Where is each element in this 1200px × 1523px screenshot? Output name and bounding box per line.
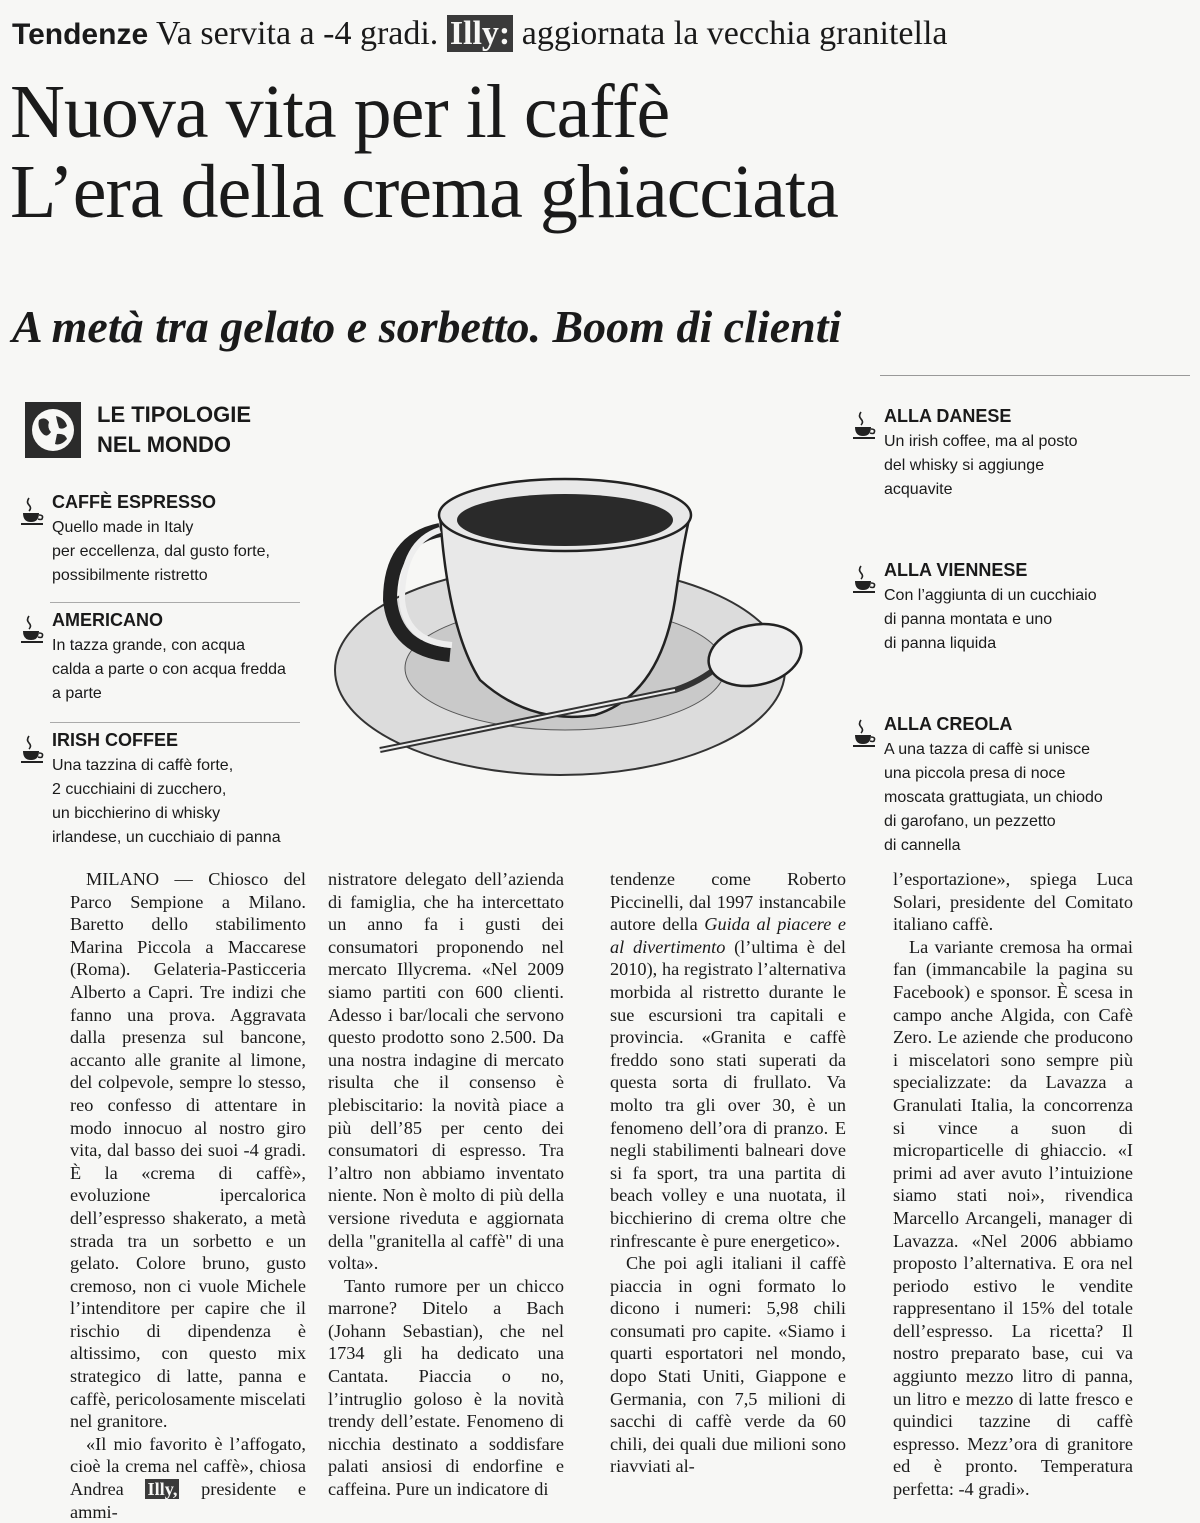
- article-paragraph: Che poi agli italiani il caffè piaccia in ogni formato lo dicono i numeri: 5,98 chili consumati pro capite. «Siamo i quarti esportatori nel mondo, dopo Stati Uniti, Giappone e Germania, con 7,5 milioni di sacchi di caffè verde da 60 chili, dei quali due milioni sono riavviati al-: [610, 1253, 846, 1477]
- tip-line: di cannella: [884, 837, 961, 854]
- tip-line: In tazza grande, con acqua: [52, 637, 246, 654]
- tip-title: IRISH COFFEE: [52, 730, 179, 750]
- tip-line: moscata grattugiata, un chiodo: [884, 789, 1103, 806]
- text-run: «Il mio favorito è l’affogato, cioè la crema nel caffè», chiosa Andrea: [70, 1433, 306, 1500]
- article-column-3: [610, 868, 846, 1478]
- box-title-line1: LE TIPOLOGIE: [97, 402, 252, 427]
- kicker-text-before: Va servita a -4 gradi.: [148, 15, 447, 52]
- article-paragraph: l’esportazione», spiega Luca Solari, presidente del Comitato italiano caffè.: [893, 869, 1133, 935]
- tip-title: AMERICANO: [52, 610, 163, 630]
- tip-line: di panna liquida: [884, 635, 997, 652]
- tip-line: Con l’aggiunta di un cucchiaio: [884, 587, 1097, 604]
- tip-line: per eccellenza, dal gusto forte,: [52, 543, 270, 560]
- tip-alla-viennese: [884, 558, 1184, 656]
- coffee-cup-illustration: [330, 450, 810, 790]
- coffee-cup-icon: [20, 496, 46, 526]
- tip-line: un bicchierino di whisky: [52, 805, 221, 822]
- tip-line: di garofano, un pezzetto: [884, 813, 1056, 830]
- tip-irish-coffee: [52, 728, 312, 850]
- globe-icon: [25, 402, 81, 458]
- tip-caffe-espresso: [52, 490, 312, 588]
- text-run: presidente e ammi-: [70, 1479, 306, 1522]
- tip-line: acquavite: [884, 481, 953, 498]
- headline-line2: L’era della crema ghiacciata: [10, 150, 838, 234]
- tip-line: calda a parte o con acqua fredda: [52, 661, 286, 678]
- tip-title: CAFFÈ ESPRESSO: [52, 492, 217, 512]
- tip-line: una piccola presa di noce: [884, 765, 1066, 782]
- text-run: (l’ultima è del 2010), ha registrato l’alternativa morbida al ristretto durante le sue escursioni tra capitali e provincia. «Granita e caffè freddo sono stati superati da questa sorta di frullato. Va molto tra gli over 30, è un fenomeno dell’ora di pranzo. E negli stabilimenti balneari dove si fa sport, tra una partita di beach volley e una nuotata, il bicchierino di crema oltre che rinfrescante è pure energetico».: [610, 936, 846, 1251]
- subhead: A metà tra gelato e sorbetto. Boom di clienti: [12, 301, 842, 352]
- tip-line: Quello made in Italy: [52, 519, 194, 536]
- coffee-cup-icon: [852, 410, 878, 440]
- coffee-cup-icon: [852, 718, 878, 748]
- tip-alla-creola: [884, 712, 1184, 858]
- coffee-cup-icon: [852, 564, 878, 594]
- tip-title: ALLA DANESE: [884, 406, 1012, 426]
- section-tag: Tendenze: [12, 18, 149, 51]
- divider: [50, 602, 300, 603]
- tip-title: ALLA VIENNESE: [884, 560, 1028, 580]
- article-paragraph: La variante cremosa ha ormai fan (immancabile la pagina su Facebook) e sponsor. È scesa in campo anche Algida, con Cafè Zero. Le aziende che producono i miscelatori sono sempre più specializzate: da Lavazza a Granulati Italia, la concorrenza si vince a suon di microparticelle di ghiaccio. «I primi ad aver avuto l’intuizione siamo stati noi», rivendica Marcello Arcangeli, manager di Lavazza. «Nel 2006 abbiamo proposto l’alternativa. E ora nel periodo estivo le vendite rappresentano il 15% del totale dell’espresso. La ricetta? Il nostro preparato base, cui va aggiunto mezzo litro di panna, un litro e mezzo di latte fresco e quindici tazzine di caffè espresso. Mezz’ora di granitore ed è pronto. Temperatura perfetta: -4 gradi».: [893, 936, 1133, 1500]
- article-paragraph: [610, 868, 846, 1252]
- tip-line: A una tazza di caffè si unisce: [884, 741, 1091, 758]
- tip-line: 2 cucchiaini di zucchero,: [52, 781, 227, 798]
- article-column-1: [70, 868, 306, 1523]
- divider: [50, 722, 300, 723]
- tip-line: Un irish coffee, ma al posto: [884, 433, 1078, 450]
- tip-line: possibilmente ristretto: [52, 567, 208, 584]
- headline: [10, 72, 1190, 232]
- article-column-2: [328, 868, 564, 1501]
- article-column-4: [893, 868, 1133, 1501]
- coffee-cup-icon: [20, 734, 46, 764]
- article-paragraph: MILANO — Chiosco del Parco Sempione a Milano. Baretto dello stabilimento Marina Piccola a Maccarese (Roma). Gelateria-Pasticceria Alberto a Capri. Tre indizi che fanno una prova. Aggravata dalla presenza sul bancone, accanto alle granite al limone, del colpevole, sempre lo stesso, reo confesso di attentare in modo innocuo al nostro giro vita, dal basso dei suoi -4 gradi. È la «crema di caffè», evoluzione ipercalorica dell’espresso shakerato, a metà strada tra un sorbetto e un gelato. Colore bruno, gusto cremoso, non ci vuole Michele l’intenditore per capire che il rischio di dipendenza è altissimo, con questo mix strategico di latte, panna e caffè, pericolosamente miscelati nel granitore.: [70, 869, 306, 1432]
- box-title-line2: NEL MONDO: [97, 432, 232, 457]
- article-paragraph: Tanto rumore per un chicco marrone? Ditelo a Bach (Johann Sebastian), che nel 1734 gli ha dedicato una Cantata. Piaccia o no, l’intruglio goloso è la novità trendy dell’estate. Fenomeno di nicchia destinato a soddisfare palati ansiosi di endorfine e caffeina. Pure un indicatore di: [328, 1275, 564, 1500]
- box-title: [25, 400, 251, 460]
- tip-line: irlandese, un cucchiaio di panna: [52, 829, 281, 846]
- brand-highlight: Illy,: [147, 1479, 178, 1500]
- tip-line: del whisky si aggiunge: [884, 457, 1045, 474]
- tip-line: Una tazzina di caffè forte,: [52, 757, 234, 774]
- book-title: Guida al piacere e al divertimento: [610, 914, 846, 957]
- tip-alla-danese: [884, 404, 1184, 502]
- coffee-cup-icon: [20, 614, 46, 644]
- text-run: tendenze come Roberto Piccinelli, dal 1997 instancabile autore della: [610, 869, 846, 935]
- brand-highlight: Illy:: [447, 15, 513, 52]
- kicker: [12, 14, 1192, 55]
- tip-line: di panna montata e uno: [884, 611, 1053, 628]
- tip-americano: [52, 608, 312, 706]
- headline-line1: Nuova vita per il caffè: [10, 70, 670, 154]
- tip-line: a parte: [52, 685, 102, 702]
- divider: [880, 375, 1190, 376]
- article-paragraph: [70, 1433, 306, 1523]
- article-paragraph: nistratore delegato dell’azienda di famiglia, che ha intercettato un anno fa i gusti dei consumatori proponendo nel mercato Illycrema. «Nel 2009 siamo partiti con 600 clienti. Adesso i bar/locali che servono questo prodotto sono 2.500. Da una nostra indagine di mercato risulta che il consenso è plebiscitario: la novità piace a più dell’85 per cento dei consumatori di espresso. Tra l’altro non abbiamo inventato niente. Non è molto di più della versione riveduta e aggiornata della "granitella al caffè" di una volta».: [328, 869, 564, 1274]
- kicker-text-after: aggiornata la vecchia granitella: [513, 15, 948, 52]
- tip-title: ALLA CREOLA: [884, 714, 1013, 734]
